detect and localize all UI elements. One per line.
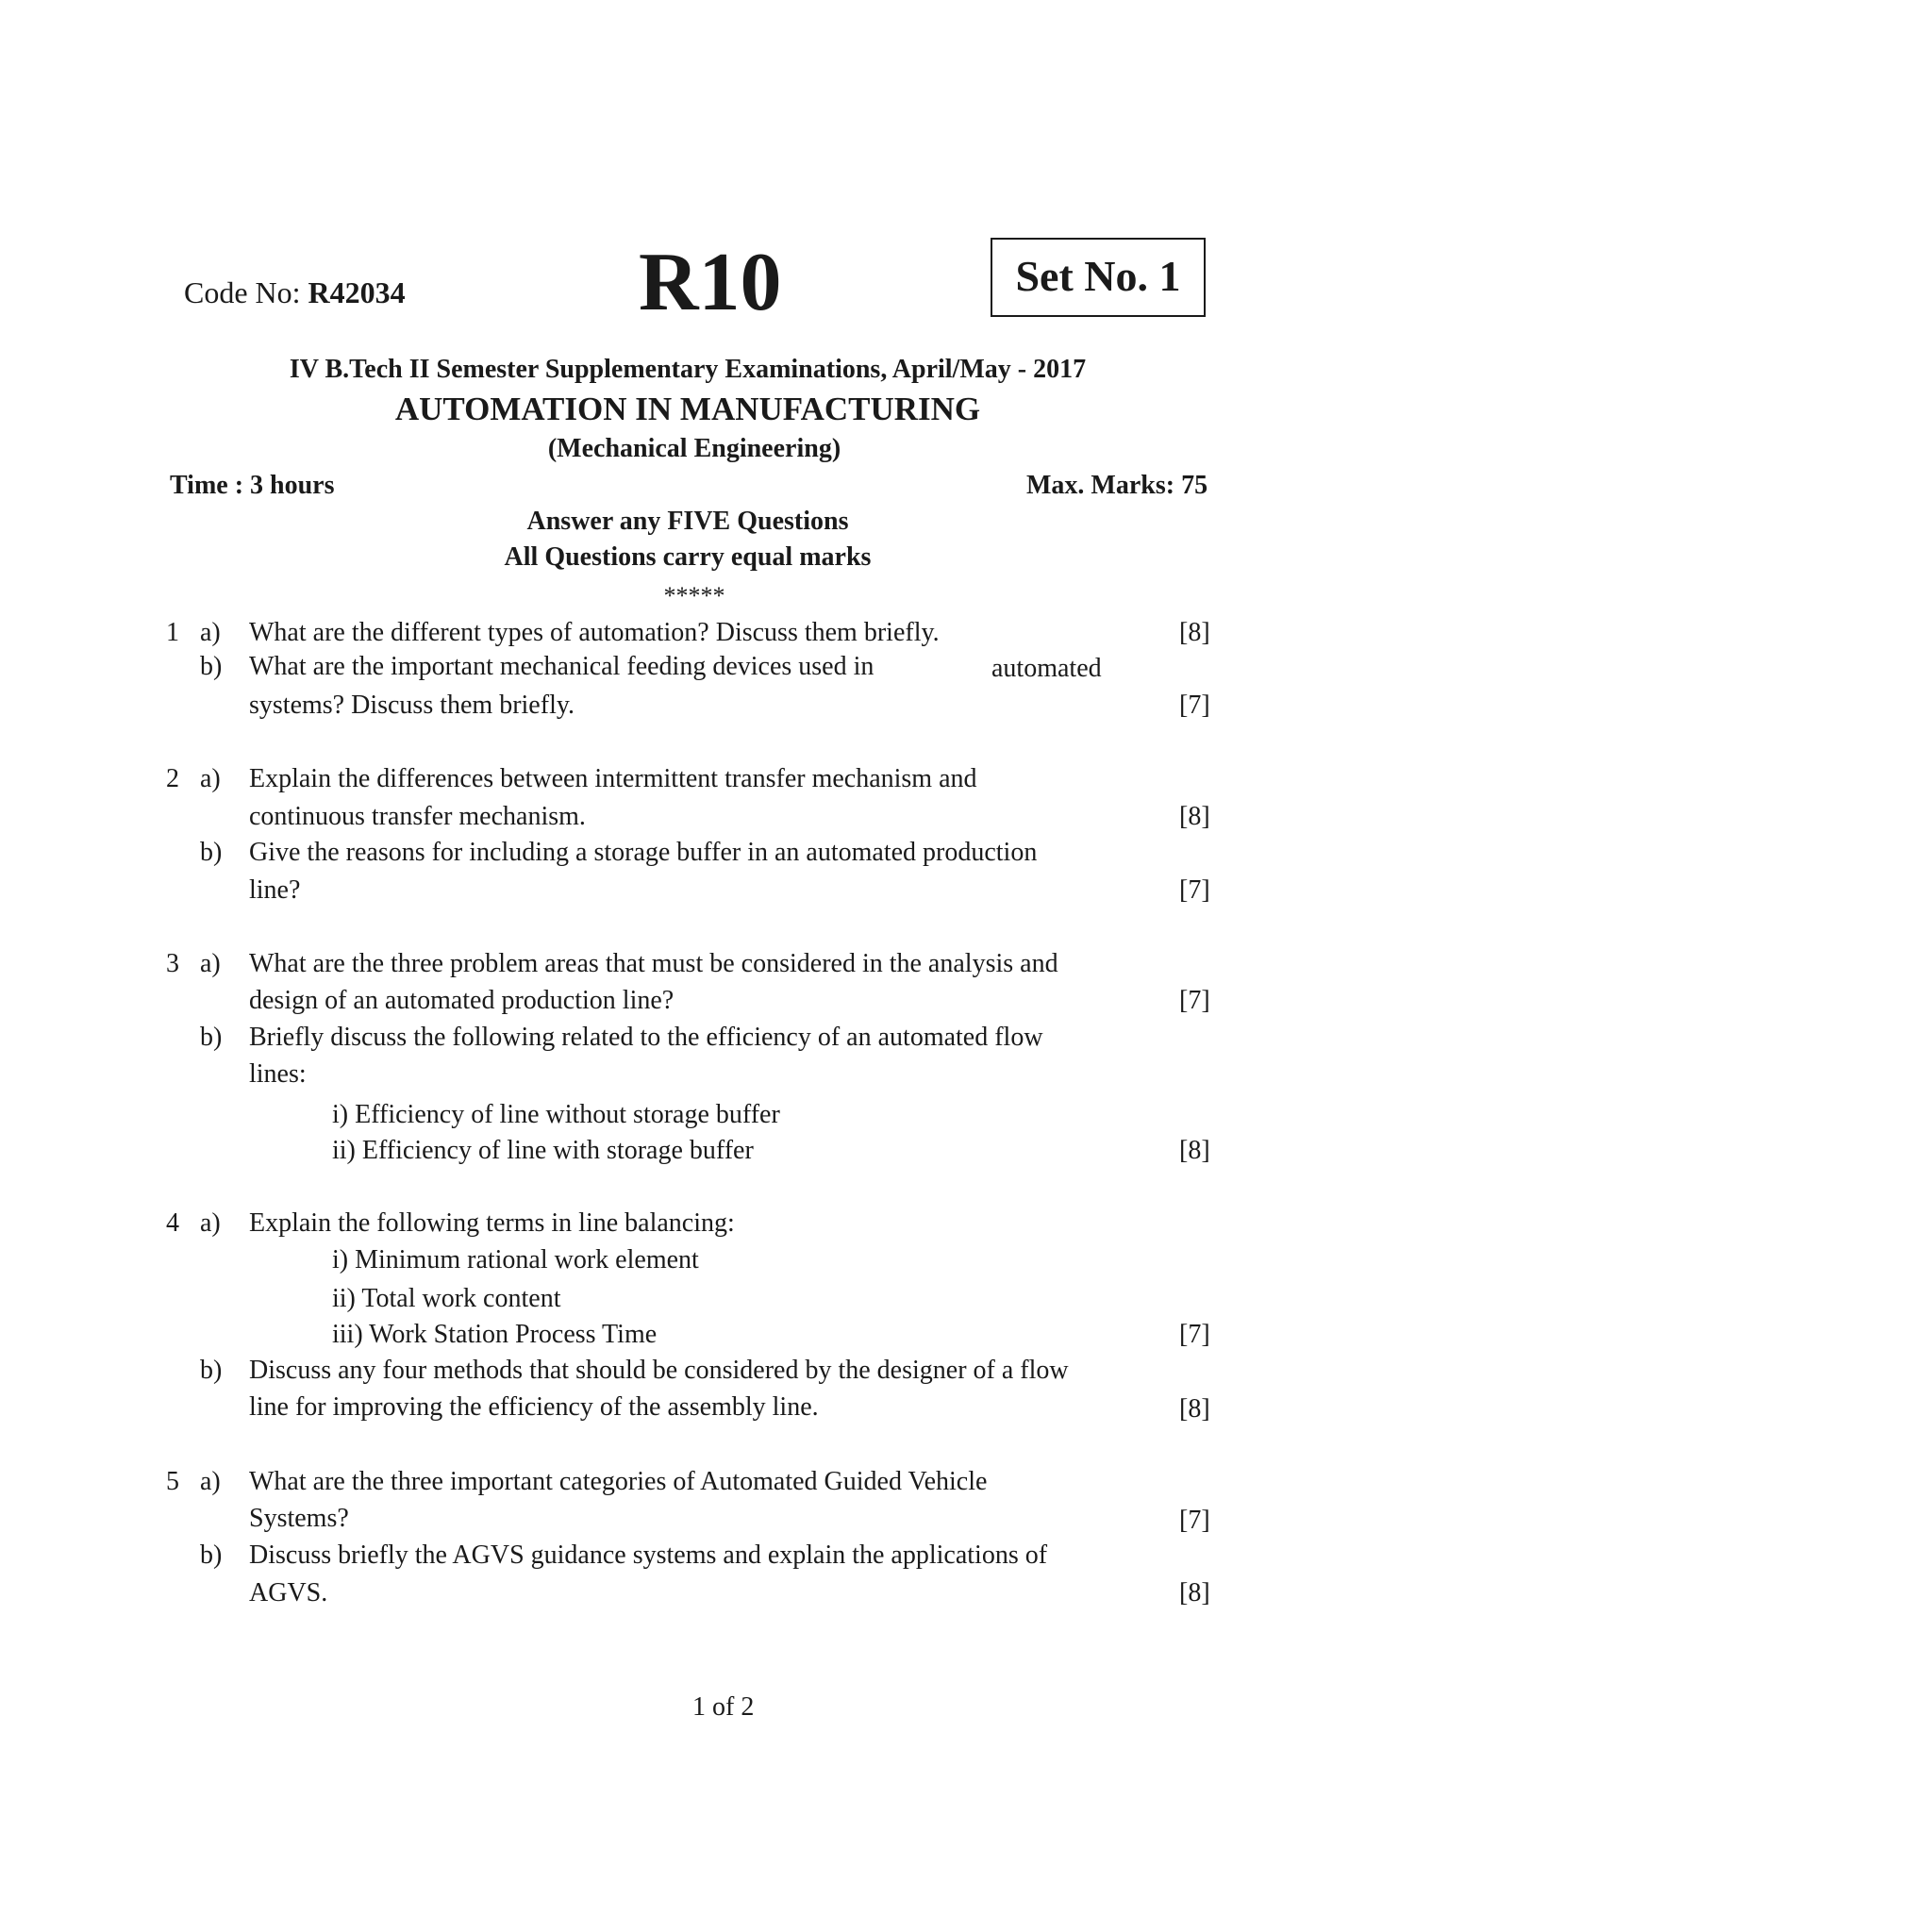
question-text: What are the three problem areas that must be considered in the analysis and — [249, 949, 1058, 978]
marks: [7] — [1179, 1320, 1210, 1349]
question-text: Explain the differences between intermittent transfer mechanism and — [249, 764, 977, 793]
question-text: systems? Discuss them briefly. — [249, 691, 575, 720]
question-number: 2 — [166, 764, 179, 793]
part-label: a) — [200, 949, 221, 978]
question-text: AGVS. — [249, 1578, 328, 1607]
question-number: 1 — [166, 618, 179, 647]
instruction-answer-five: Answer any FIVE Questions — [526, 507, 849, 536]
code-number — [184, 275, 406, 310]
part-label: b) — [200, 1541, 223, 1570]
question-text: Systems? — [249, 1504, 349, 1533]
sub-item: i) Minimum rational work element — [332, 1245, 699, 1274]
code-label: Code No: — [184, 275, 301, 309]
part-label: a) — [200, 618, 221, 647]
marks: [7] — [1179, 875, 1210, 905]
question-text: What are the three important categories of Automated Guided Vehicle — [249, 1467, 988, 1496]
branch: (Mechanical Engineering) — [547, 434, 841, 463]
sub-item: iii) Work Station Process Time — [332, 1320, 658, 1349]
marks: [8] — [1179, 1136, 1210, 1165]
regulation-code: R10 — [639, 237, 782, 328]
question-text: Discuss any four methods that should be considered by the designer of a flow — [249, 1356, 1069, 1385]
part-label: b) — [200, 838, 223, 867]
max-marks: Max. Marks: 75 — [1026, 471, 1208, 500]
question-text: Give the reasons for including a storage buffer in an automated production — [249, 838, 1038, 867]
question-text: continuous transfer mechanism. — [249, 802, 586, 831]
question-text: line for improving the efficiency of the assembly line. — [249, 1392, 819, 1422]
question-text: What are the different types of automation? Discuss them briefly. — [249, 618, 940, 647]
page-number: 1 of 2 — [692, 1692, 755, 1722]
question-text: design of an automated production line? — [249, 986, 675, 1015]
part-label: a) — [200, 1208, 221, 1238]
question-text: line? — [249, 875, 301, 905]
marks: [8] — [1179, 1578, 1210, 1607]
part-label: b) — [200, 652, 223, 681]
question-number: 5 — [166, 1467, 179, 1496]
question-text: lines: — [249, 1059, 307, 1089]
marks: [7] — [1179, 1506, 1210, 1535]
question-text-overflow: automated — [991, 654, 1102, 683]
separator-stars: ***** — [663, 582, 725, 609]
question-text: Briefly discuss the following related to the efficiency of an automated flow — [249, 1023, 1043, 1052]
marks: [8] — [1179, 618, 1210, 647]
question-text: Explain the following terms in line balancing: — [249, 1208, 735, 1238]
marks: [7] — [1179, 691, 1210, 720]
sub-item: ii) Total work content — [332, 1284, 561, 1313]
part-label: a) — [200, 764, 221, 793]
part-label: a) — [200, 1467, 221, 1496]
instruction-equal-marks: All Questions carry equal marks — [504, 542, 872, 572]
exam-duration: Time : 3 hours — [170, 471, 335, 500]
question-text: Discuss briefly the AGVS guidance systems and explain the applications of — [249, 1541, 1048, 1570]
question-number: 4 — [166, 1208, 179, 1238]
marks: [8] — [1179, 1394, 1210, 1424]
question-text: What are the important mechanical feeding devices used in — [249, 652, 874, 681]
subject-title: AUTOMATION IN MANUFACTURING — [394, 391, 981, 427]
marks: [8] — [1179, 802, 1210, 831]
part-label: b) — [200, 1356, 223, 1385]
question-number: 3 — [166, 949, 179, 978]
sub-item: ii) Efficiency of line with storage buffer — [332, 1136, 754, 1165]
marks: [7] — [1179, 986, 1210, 1015]
set-number-box: Set No. 1 — [991, 238, 1206, 317]
sub-item: i) Efficiency of line without storage buffer — [332, 1100, 780, 1129]
code-value: R42034 — [308, 275, 406, 309]
exam-title: IV B.Tech II Semester Supplementary Examinations, April/May - 2017 — [289, 355, 1087, 384]
part-label: b) — [200, 1023, 223, 1052]
